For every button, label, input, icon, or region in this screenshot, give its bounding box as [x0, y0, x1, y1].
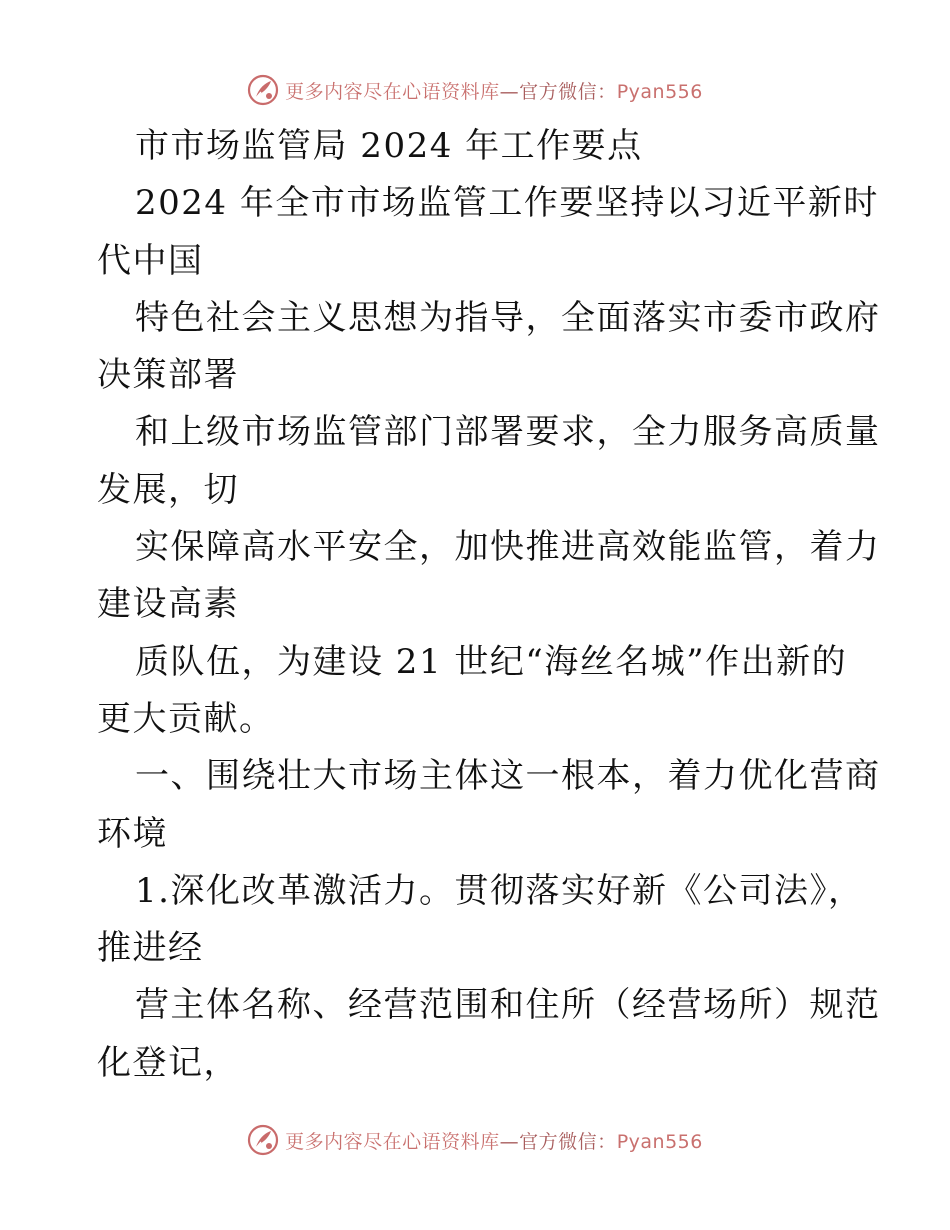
paragraph-line: 特色社会主义思想为指导，全面落实市委市政府 — [135, 297, 881, 338]
paragraph-line: 和上级市场监管部门部署要求，全力服务高质量 — [135, 412, 881, 453]
watermark-wechat-label: 官方微信： — [519, 80, 617, 103]
paragraph-line: 代中国 — [97, 240, 204, 281]
paragraph-line: 营主体名称、经营范围和住所（经营场所）规范 — [135, 985, 881, 1026]
watermark-text — [285, 77, 703, 104]
paragraph-line: 2024 年全市市场监管工作要坚持以习近平新时 — [135, 183, 879, 224]
paragraph-line: 发展，切 — [97, 469, 239, 510]
paragraph-line: 建设高素 — [97, 584, 239, 625]
paragraph-line: 化登记， — [97, 1042, 239, 1083]
header-watermark — [0, 70, 950, 110]
watermark-text — [285, 1127, 703, 1154]
paragraph-line: 决策部署 — [97, 355, 239, 396]
watermark-wechat-id: Pyan556 — [616, 1130, 703, 1153]
paragraph-line: 质队伍，为建设 21 世纪“海丝名城”作出新的 — [135, 641, 848, 682]
paragraph-line: 实保障高水平安全，加快推进高效能监管，着力 — [135, 527, 881, 568]
watermark-dash: — — [499, 80, 520, 103]
section-heading-line: 环境 — [97, 813, 168, 854]
document-body — [97, 118, 881, 1092]
paragraph-line: 更大贡献。 — [97, 698, 275, 739]
watermark-main-text: 更多内容尽在心语资料库 — [285, 1130, 500, 1153]
watermark-wechat-label: 官方微信： — [519, 1130, 617, 1153]
section-heading-line: 一、围绕壮大市场主体这一根本，着力优化营商 — [135, 756, 881, 797]
footer-watermark — [0, 1120, 950, 1160]
watermark-dash: — — [499, 1130, 520, 1153]
document-title: 市市场监管局 2024 年工作要点 — [135, 126, 643, 166]
paragraph-line: 推进经 — [97, 928, 204, 969]
feather-pen-logo-icon — [247, 1124, 279, 1156]
paragraph-line: 1.深化改革激活力。贯彻落实好新《公司法》， — [135, 870, 864, 911]
watermark-main-text: 更多内容尽在心语资料库 — [285, 80, 500, 103]
watermark-wechat-id: Pyan556 — [616, 80, 703, 103]
feather-pen-logo-icon — [247, 74, 279, 106]
